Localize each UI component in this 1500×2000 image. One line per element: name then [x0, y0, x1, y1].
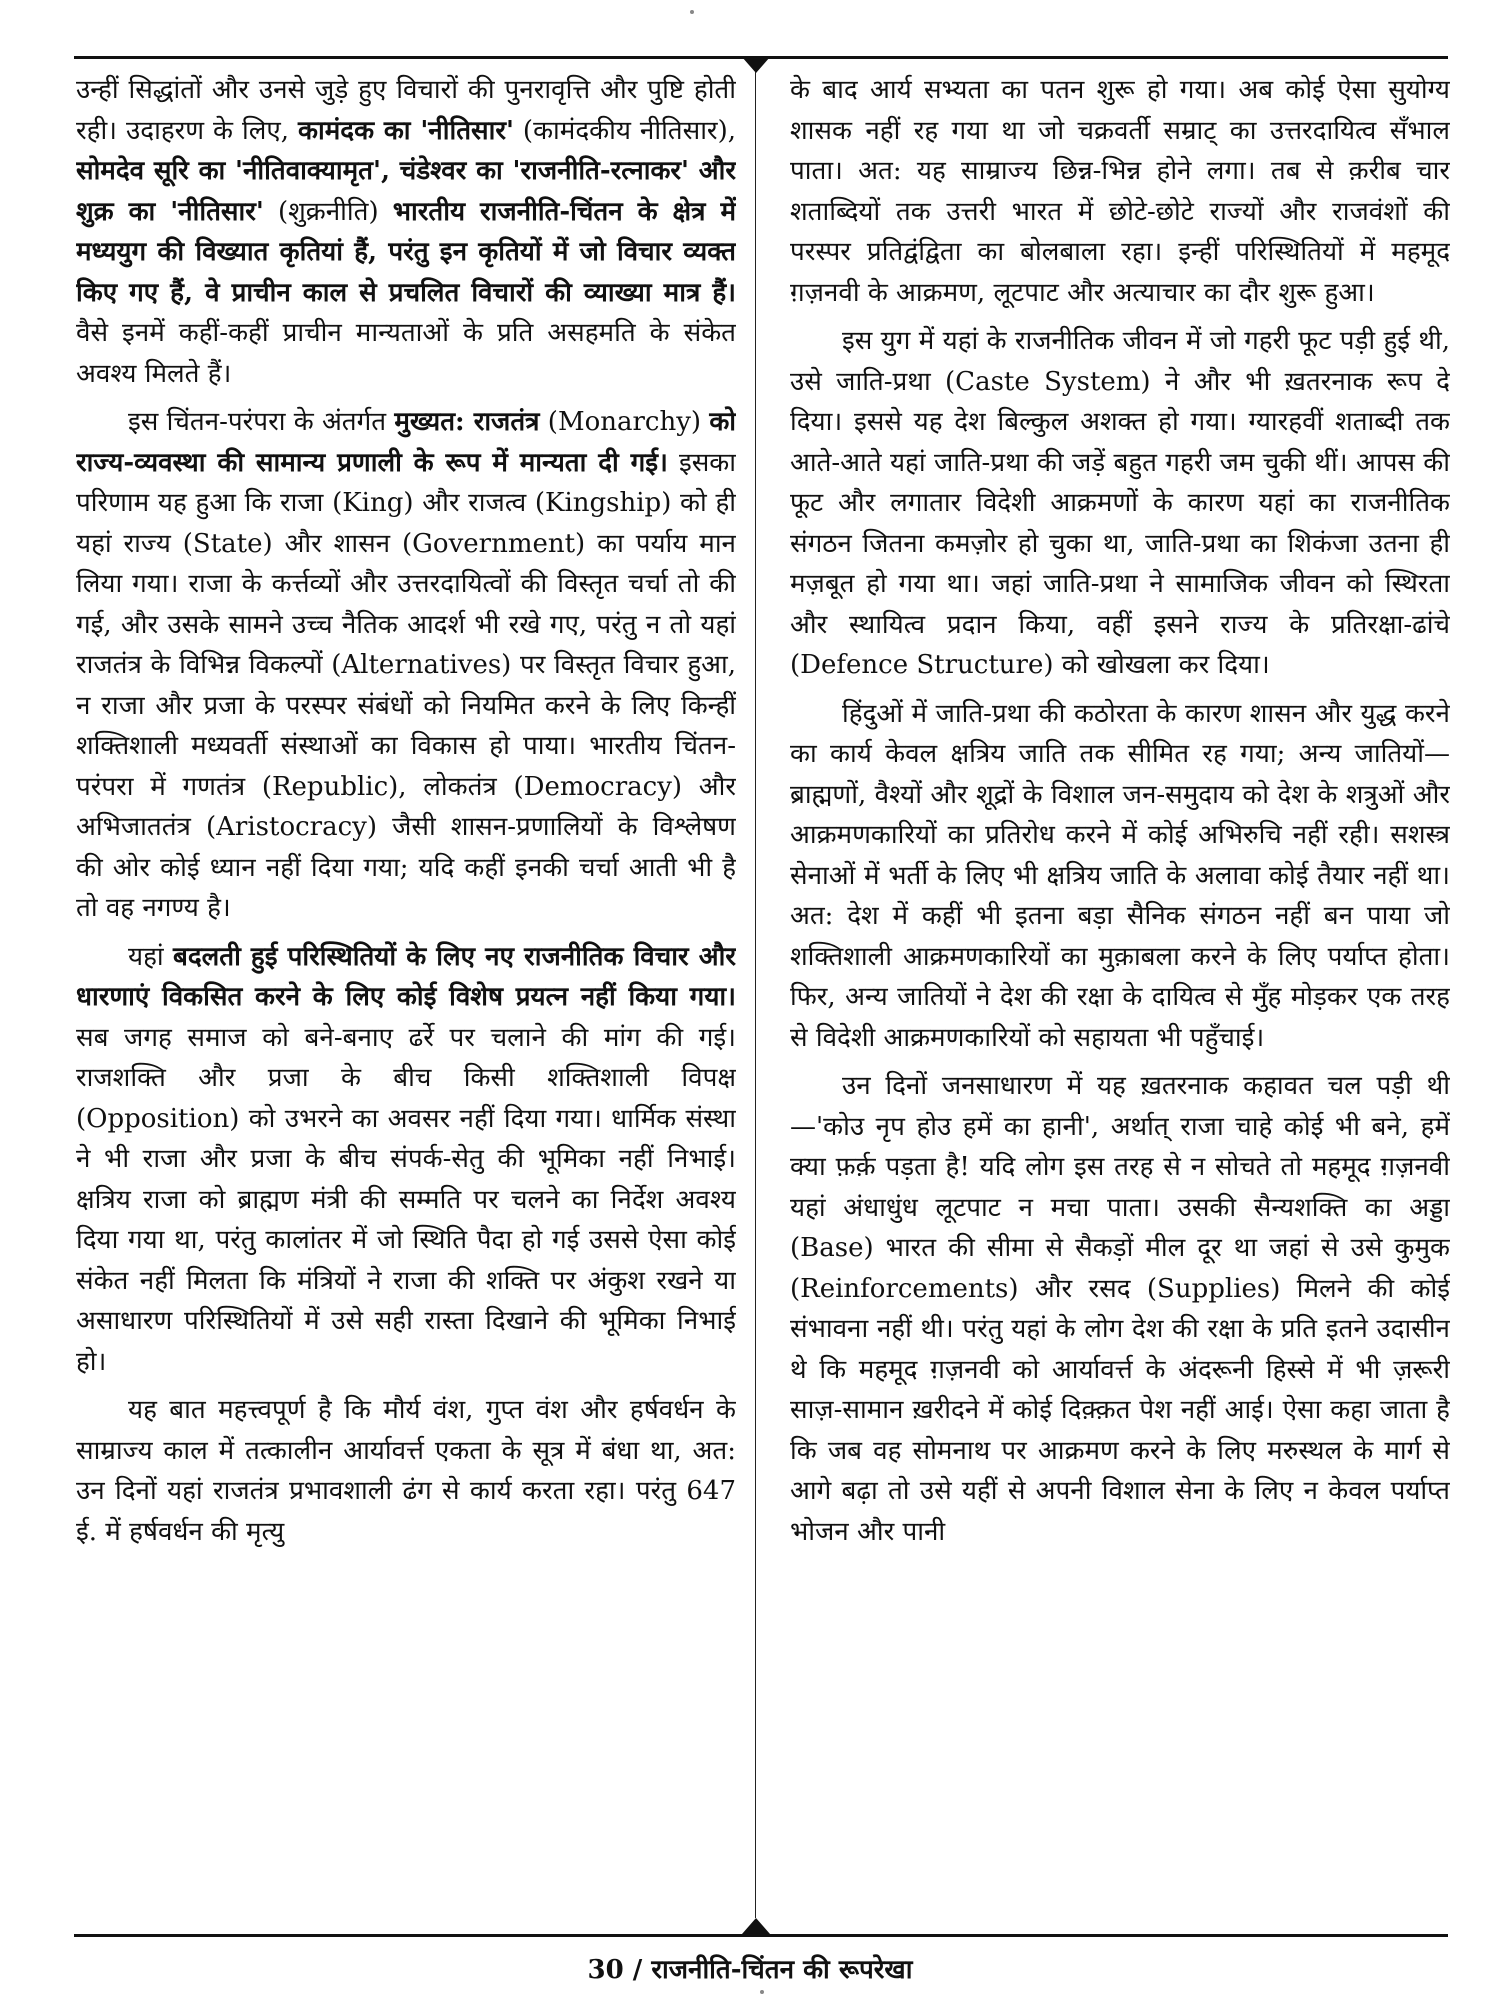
text-run: वैसे इनमें कहीं-कहीं प्राचीन मान्यताओं के प्रति असहमति के संकेत अवश्य मिलते हैं। — [76, 318, 736, 389]
scan-speck — [760, 1990, 764, 1994]
left-paragraph-2 — [76, 402, 736, 929]
left-paragraph-1 — [76, 70, 736, 394]
left-paragraph-4 — [76, 1390, 736, 1552]
bottom-rule-arrow — [742, 1918, 770, 1934]
text-run: यहां — [128, 941, 173, 972]
text-run: के बाद आर्य सभ्यता का पतन शुरू हो गया। अब कोई ऐसा सुयोग्य शासक नहीं रह गया था जो चक्रवर्ती सम्राट् का उत्तरदायित्व सँभाल पाता। अत: यह साम्राज्य छिन्न-भिन्न होने लगा। तब से क़रीब चार शताब्दियों तक उत्तरी भारत में छोटे-छोटे राज्यों और राजवंशों की परस्पर प्रतिद्वंद्विता का बोलबाला रहा। इन्हीं परिस्थितियों में महमूद ग़ज़नवी के आक्रमण, लूटपाट और अत्याचार का दौर शुरू हुआ। — [790, 75, 1450, 308]
text-run: (Monarchy) — [539, 407, 710, 437]
text-run: हिंदुओं में जाति-प्रथा की कठोरता के कारण शासन और युद्ध करने का कार्य केवल क्षत्रिय जाति तक सीमित रह गया; अन्य जातियों—ब्राह्मणों, वैश्यों और शूद्रों के विशाल जन-समुदाय को देश के शत्रुओं और आक्रमणकारियों का प्रतिरोध करने में कोई अभिरुचि नहीं रही। सशस्त्र सेनाओं में भर्ती के लिए भी क्षत्रिय जाति के अलावा कोई तैयार नहीं था। अत: देश में कहीं भी इतना बड़ा सैनिक संगठन नहीं बन पाया जो शक्तिशाली आक्रमणकारियों का मुक़ाबला करने के लिए पर्याप्त होता। फिर, अन्य जातियों ने देश की रक्षा के दायित्व से मुँह मोड़कर एक तरह से विदेशी आक्रमणकारियों को सहायता भी पहुँचाई। — [790, 698, 1450, 1053]
text-run: (कामंदकीय नीतिसार), — [513, 115, 736, 146]
bold-text-run: सोमदेव सूरि का 'नीतिवाक्यामृत', चंडेश्वर का 'राजनीति-रत्नाकर' और शुक्र का 'नीतिसार' — [76, 156, 736, 227]
right-column — [790, 70, 1450, 1918]
bold-text-run: भारतीय राजनीति-चिंतन के क्षेत्र में मध्ययुग की विख्यात कृतियां हैं, परंतु इन कृतियों में जो विचार व्यक्त किए गए हैं, वे प्राचीन काल से प्रचलित विचारों की व्याख्या मात्र हैं। — [76, 196, 736, 308]
book-title: राजनीति-चिंतन की रूपरेखा — [651, 1955, 913, 1985]
text-run: सब जगह समाज को बने-बनाए ढर्रे पर चलाने की मांग की गई। राजशक्ति और प्रजा के बीच किसी शक्तिशाली विपक्ष (Opposition) को उभरने का अवसर नहीं दिया गया। धार्मिक संस्था ने भी राजा और प्रजा के बीच संपर्क-सेतु की भूमिका नहीं निभाई। क्षत्रिय राजा को ब्राह्मण मंत्री की सम्मति पर चलने का निर्देश अवश्य दिया गया था, परंतु कालांतर में जो स्थिति पैदा हो गई उससे ऐसा कोई संकेत नहीं मिलता कि मंत्रियों ने राजा की शक्ति पर अंकुश रखने या असाधारण परिस्थितियों में उसे सही रास्ता दिखाने की भूमिका निभाई हो। — [76, 1022, 736, 1377]
left-column — [76, 70, 736, 1918]
text-run: इस चिंतन-परंपरा के अंतर्गत — [128, 407, 395, 437]
top-rule-arrow — [742, 57, 770, 73]
text-run: उन दिनों जनसाधारण में यह ख़तरनाक कहावत चल पड़ी थी—'कोउ नृप होउ हमें का हानी', अर्थात् राजा चाहे कोई भी बने, हमें क्या फ़र्क़ पड़ता है! यदि लोग इस तरह से न सोचते तो महमूद ग़ज़नवी यहां अंधाधुंध लूटपाट न मचा पाता। उसकी सैन्यशक्ति का अड्डा (Base) भारत की सीमा से सैकड़ों मील दूर था जहां से उसे कुमुक (Reinforcements) और रसद (Supplies) मिलने की कोई संभावना नहीं थी। परंतु यहां के लोग देश की रक्षा के प्रति इतने उदासीन थे कि महमूद ग़ज़नवी को आर्यावर्त्त के अंदरूनी हिस्से में भी ज़रूरी साज़-सामान ख़रीदने में कोई दिक़्क़त पेश नहीं आई। ऐसा कहा जाता है कि जब वह सोमनाथ पर आक्रमण करने के लिए मरुस्थल के मार्ग से आगे बढ़ा तो उसे यहीं से अपनी विशाल सेना के लिए न केवल पर्याप्त भोजन और पानी — [790, 1071, 1450, 1547]
bottom-rule — [74, 1934, 1448, 1937]
page-footer — [0, 1950, 1500, 1986]
right-paragraph-4 — [790, 1066, 1450, 1552]
bold-text-run: बदलती हुई परिस्थितियों के लिए नए राजनीतिक विचार और धारणाएं विकसित करने के लिए कोई विशेष प्रयत्न नहीं किया गया। — [76, 941, 736, 1012]
text-run: (शुक्रनीति) — [263, 196, 393, 227]
page-number: 30 — [587, 1955, 624, 1985]
right-paragraph-2 — [790, 321, 1450, 686]
text-run: उन्हीं सिद्धांतों और उनसे जुड़े हुए विचारों की पुनरावृत्ति और पुष्टि होती रही। उदाहरण के लिए, — [76, 75, 736, 146]
right-paragraph-1 — [790, 70, 1450, 313]
text-run: इस युग में यहां के राजनीतिक जीवन में जो गहरी फूट पड़ी हुई थी, उसे जाति-प्रथा (Caste System) ने और भी ख़तरनाक रूप दे दिया। इससे यह देश बिल्कुल अशक्त हो गया। ग्यारहवीं शताब्दी तक आते-आते यहां जाति-प्रथा की जड़ें बहुत गहरी जम चुकी थीं। आपस की फूट और लगातार विदेशी आक्रमणों के कारण यहां का राजनीतिक संगठन जितना कमज़ोर हो चुका था, जाति-प्रथा का शिकंजा उतना ही मज़बूत हो गया था। जहां जाति-प्रथा ने सामाजिक जीवन को स्थिरता और स्थायित्व प्रदान किया, वहीं इसने राज्य के प्रतिरक्षा-ढांचे (Defence Structure) को खोखला कर दिया। — [790, 326, 1450, 680]
text-run: यह बात महत्त्वपूर्ण है कि मौर्य वंश, गुप्त वंश और हर्षवर्धन के साम्राज्य काल में तत्कालीन आर्यावर्त्त एकता के सूत्र में बंधा था, अत: उन दिनों यहां राजतंत्र प्रभावशाली ढंग से कार्य करता रहा। परंतु 647 ई. में हर्षवर्धन की मृत्यु — [76, 1395, 736, 1547]
bold-text-run: को राज्य-व्यवस्था की सामान्य प्रणाली के रूप में मान्यता दी गई। — [76, 407, 736, 478]
text-run: इसका परिणाम यह हुआ कि राजा (King) और राजत्व (Kingship) को ही यहां राज्य (State) और शासन (Government) का पर्याय मान लिया गया। राजा के कर्त्तव्यों और उत्तरदायित्वों की विस्तृत चर्चा तो की गई, और उसके सामने उच्च नैतिक आदर्श भी रखे गए, परंतु न तो यहां राजतंत्र के विभिन्न विकल्पों (Alternatives) पर विस्तृत विचार हुआ, न राजा और प्रजा के परस्पर संबंधों को नियमित करने के लिए किन्हीं शक्तिशाली मध्यवर्ती संस्थाओं का विकास हो पाया। भारतीय चिंतन-परंपरा में गणतंत्र (Republic), लोकतंत्र (Democracy) और अभिजाततंत्र (Aristocracy) जैसी शासन-प्रणालियों के विश्लेषण की ओर कोई ध्यान नहीं दिया गया; यदि कहीं इनकी चर्चा आती भी है तो वह नगण्य है। — [76, 447, 736, 923]
column-divider — [755, 72, 756, 1918]
left-paragraph-3 — [76, 937, 736, 1383]
right-paragraph-3 — [790, 694, 1450, 1059]
scan-speck — [690, 10, 694, 14]
footer-separator: / — [632, 1955, 643, 1985]
bold-text-run: मुख्यत: राजतंत्र — [394, 407, 540, 437]
bold-text-run: कामंदक का 'नीतिसार' — [298, 115, 514, 146]
